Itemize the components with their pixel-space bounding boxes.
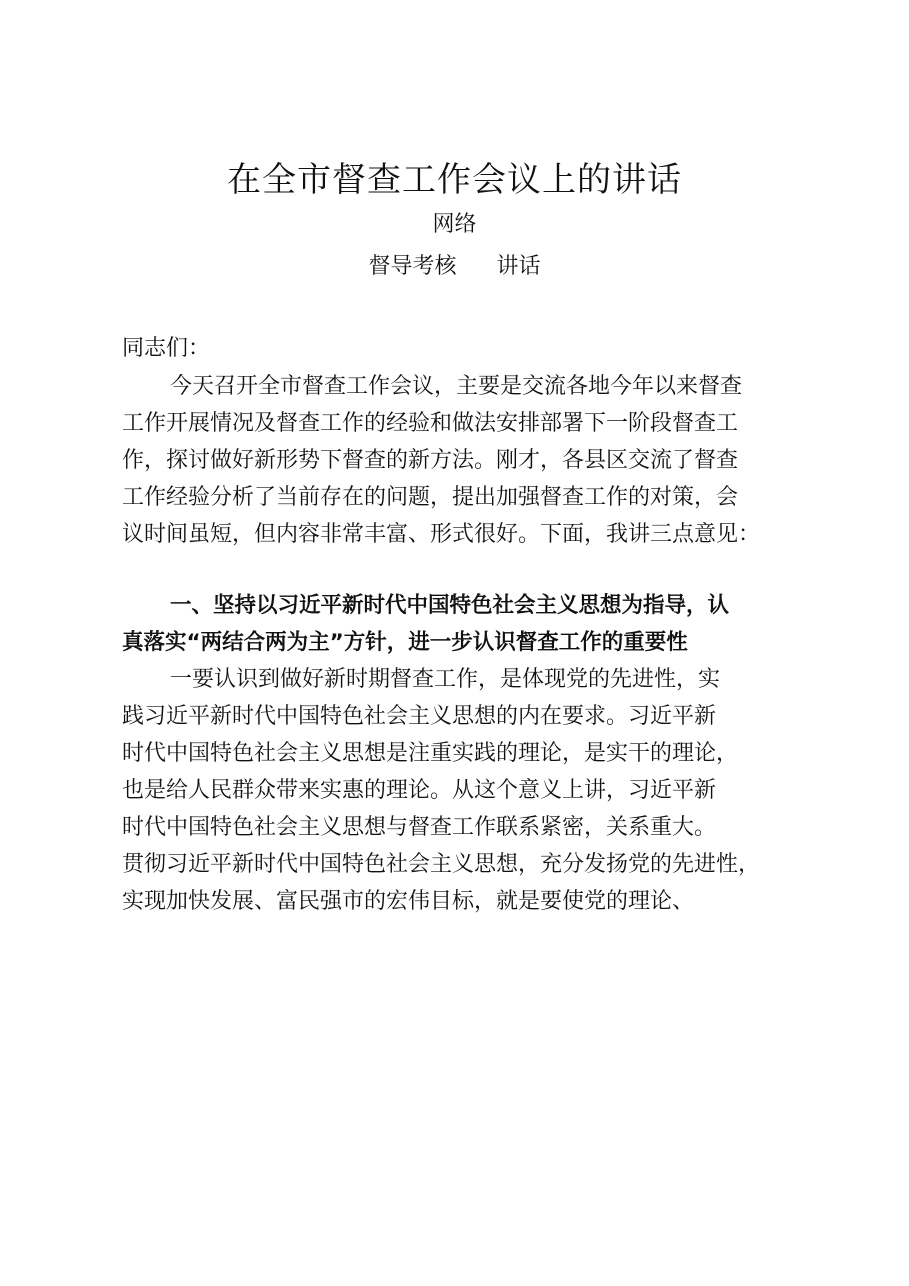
paragraph-line: 时代中国特色社会主义思想与督查工作联系紧密，关系重大。: [122, 815, 717, 840]
document-author: 网络: [432, 212, 477, 237]
paragraph-line: 践习近平新时代中国特色社会主义思想的内在要求。习近平新: [122, 704, 717, 729]
tag-item: 督导考核: [368, 254, 457, 279]
document-title: 在全市督查工作会议上的讲话: [227, 160, 682, 200]
paragraph-line: 今天召开全市督查工作会议，主要是交流各地今年以来督查: [170, 374, 743, 399]
paragraph-intro: [122, 368, 802, 553]
paragraph-line: 实现加快发展、富民强市的宏伟目标，就是要使党的理论、: [122, 889, 695, 914]
tag-item: 讲话: [496, 254, 541, 279]
paragraph-line: 工作经验分析了当前存在的问题，提出加强督查工作的对策，会: [122, 485, 739, 510]
paragraph-line: 贯彻习近平新时代中国特色社会主义思想，充分发扬党的先进性，: [122, 852, 761, 877]
paragraph-line: 作，探讨做好新形势下督查的新方法。刚才，各县区交流了督查: [122, 448, 739, 473]
paragraph-line: 一要认识到做好新时期督查工作，是体现党的先进性，实: [170, 667, 721, 692]
section-heading-1: [122, 587, 802, 661]
salutation: [122, 330, 802, 367]
paragraph-line: 也是给人民群众带来实惠的理论。从这个意义上讲，习近平新: [122, 778, 717, 803]
paragraph-line: 工作开展情况及督查工作的经验和做法安排部署下一阶段督查工: [122, 411, 739, 436]
salutation-line: 同志们：: [122, 336, 211, 361]
heading-line: 真落实“两结合两为主”方针，进一步认识督查工作的重要性: [122, 630, 688, 655]
paragraph-line: 议时间虽短，但内容非常丰富、形式很好。下面，我讲三点意见：: [122, 522, 761, 547]
document-tags: [0, 251, 909, 283]
heading-line: 一、坚持以习近平新时代中国特色社会主义思想为指导，认: [170, 593, 730, 618]
paragraph-section-1: [122, 661, 802, 920]
paragraph-line: 时代中国特色社会主义思想是注重实践的理论，是实干的理论，: [122, 741, 739, 766]
